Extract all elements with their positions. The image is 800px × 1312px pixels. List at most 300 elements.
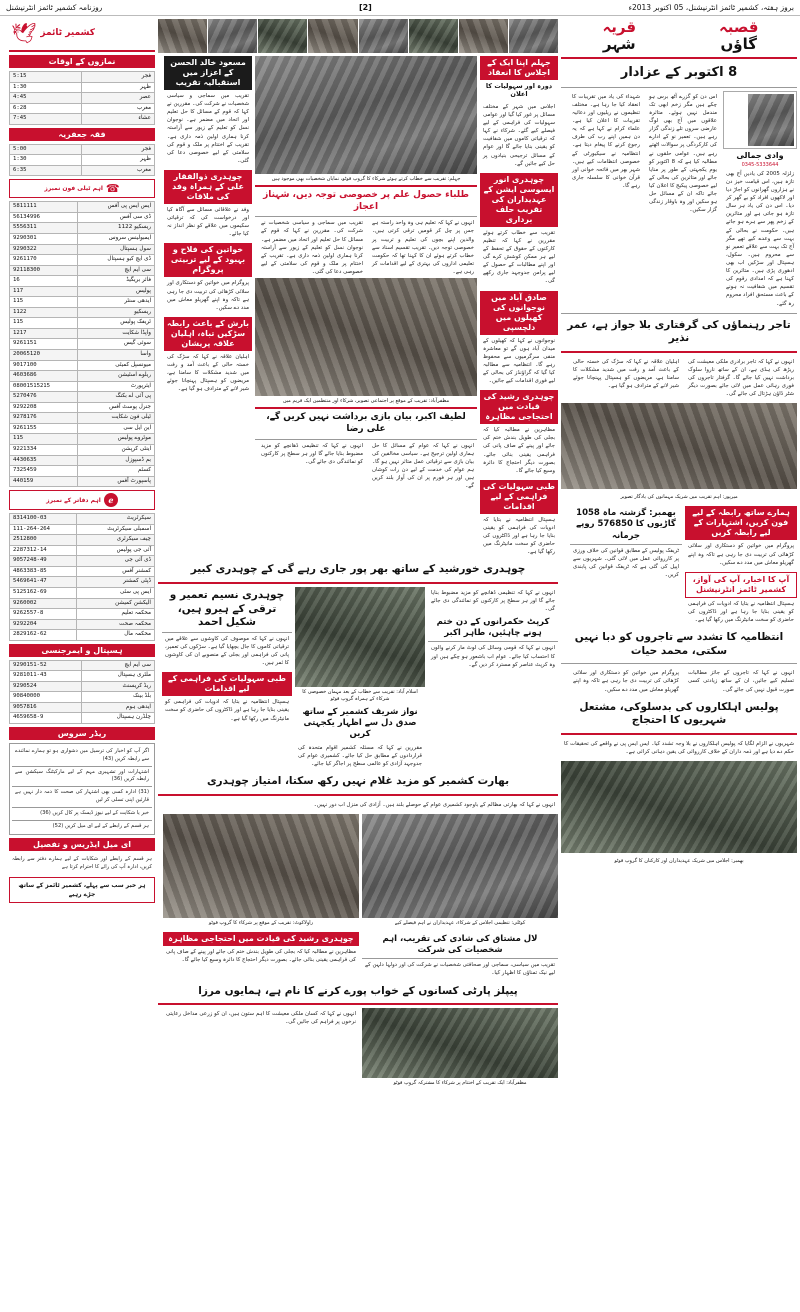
banner-word-3: شہر — [602, 35, 636, 54]
phone2-label: ایس پی سٹی — [77, 587, 155, 598]
photo-left-2 — [561, 761, 797, 853]
reader-item-4: خبر یا شکایت کے لیے نیوز ڈیسک پر کال کریں (36) — [40, 809, 149, 816]
phone-value: 08001515215 — [10, 381, 78, 392]
admin-divider — [561, 663, 797, 664]
ad-text-2: ہسپتال انتظامیہ نے بتایا کہ ادویات کی فراہمی کو یقینی بنایا جا رہا ہے اور ڈاکٹروں کی حاضری کو سخت مانیٹرنگ میں رکھا گیا ہے۔ — [688, 600, 794, 623]
email-lines: ہر قسم کے رابطے اور شکایات کے لیے ہمارے دفتر سے رابطہ کریں، ادارہ آپ کی رائے کا احترام کرتا ہے — [12, 856, 152, 871]
phone-label: ڈی سی آفس — [77, 212, 155, 223]
phone-label: میونسپل کمیٹی — [77, 360, 155, 371]
phone-value: 16 — [10, 276, 78, 287]
headline-corrupt: کرپٹ حکمرانوں کے دن ختم ہونے چاہئیں، طاہر اکبر — [436, 617, 550, 639]
reader-service-header: ریڈر سروس — [9, 727, 155, 740]
prayer-times-header: نمازوں کے اوقات — [9, 55, 155, 68]
phone-value: 9261170 — [10, 255, 78, 266]
table-row — [10, 360, 155, 371]
mushtaq-text: تقریب میں سیاسی، سماجی اور صحافتی شخصیات نے شرکت کی اور دولہا دلہن کے لیے نیک تمناؤں کا اظہار کیا۔ — [365, 962, 555, 977]
table-row — [10, 212, 155, 223]
author-contact: 0345-5333644 — [741, 161, 779, 168]
story-chaudhry-protest-text-2: مظاہرین نے مطالبہ کیا کہ بجلی کی طویل بندش ختم کی جائے اور پینے کے صاف پانی کی فراہمی یقینی بنائی جائے۔ بصورت دیگر احتجاج کا دائرہ وسیع کیا جائے گا۔ — [166, 949, 356, 964]
phone3-label: چلڈرن ہسپتال — [82, 713, 155, 724]
bharat-rule — [158, 794, 558, 796]
table-row — [10, 619, 155, 630]
center-col-a — [480, 56, 558, 558]
phone2-label: محکمہ تعلیم — [77, 609, 155, 620]
prayer-value: 5:15 — [10, 72, 82, 83]
caption-center-4: کوٹلی: تنظیمی اجلاس کے شرکاء، عہدیداران نے اہم فیصلے کیے — [394, 920, 526, 927]
emergency-phone-header — [9, 179, 155, 198]
center-rule-3 — [158, 582, 558, 584]
table-row — [10, 402, 155, 413]
story-women-header: خواتین کی فلاح و بہبود کے لیے تربیتی پروگرام — [164, 243, 252, 277]
story-ch-zulfiqar-text: وفد نے علاقائی مسائل سے آگاہ کیا اور درخواست کی کہ ترقیاتی سکیموں میں علاقے کو نظر انداز نہ کیا جائے۔ — [167, 206, 249, 238]
office-phone-table — [9, 513, 155, 641]
admin-block — [561, 667, 797, 695]
tajir-text: انہوں نے کہا کہ تاجر برادری ملکی معیشت کی ریڑھ کی ہڈی ہے، ان کے ساتھ ناروا سلوک برداشت نہیں کیا جائے گا۔ گرفتار تاجروں کی فوری رہائی عمل میں لائی جائے بصورت دیگر شٹر ڈاؤن ہڑتال کی جائے گی۔ — [688, 358, 794, 398]
story-chaudhry-protest-text: مظاہرین نے مطالبہ کیا کہ بجلی کی طویل بندش ختم کی جائے اور پینے کے صاف پانی کی فراہمی یقینی بنائی جائے۔ بصورت دیگر احتجاج کا دائرہ وسیع کیا جائے گا۔ — [483, 427, 555, 474]
center-zone — [158, 19, 558, 1089]
table-row — [10, 223, 155, 234]
table-row — [10, 276, 155, 287]
phone-label: پولیس — [77, 286, 155, 297]
pp-rule — [158, 1003, 558, 1005]
center-col-c — [164, 56, 252, 558]
phone2-value: 2287312-14 — [10, 545, 77, 556]
masthead — [0, 0, 800, 16]
phone-value: 117 — [10, 286, 78, 297]
logo-block — [9, 19, 155, 47]
phone-label: ریسکیو — [77, 307, 155, 318]
story-masood-header: مسعود خالد الحسن کے اعزاز میں استقبالیہ تقریب — [164, 56, 252, 90]
phone-value: 9290322 — [10, 244, 78, 255]
left-mid-row — [561, 506, 797, 626]
phone3-value: 9281011-43 — [10, 671, 82, 682]
phone-label: کسٹم — [77, 466, 155, 477]
phone3-value: 9057816 — [10, 702, 82, 713]
phone-value: 9261151 — [10, 339, 78, 350]
headline-education: طلباء حصول علم پر خصوصی توجہ دیں، شہناز اعجاز — [263, 190, 469, 212]
table-row — [10, 93, 155, 104]
table-row — [10, 286, 155, 297]
story-travel-header: جہلم اپنا ایک کے اجلاس کا انعقاد — [480, 56, 558, 80]
table-row — [10, 297, 155, 308]
story-health-text-2: ہسپتال انتظامیہ نے بتایا کہ ادویات کی فراہمی کو یقینی بنایا جا رہا ہے اور ڈاکٹروں کی حاضری کو سخت مانیٹرنگ میں رکھا گیا ہے۔ — [165, 699, 289, 722]
tajir-block — [561, 356, 797, 401]
nawaz-text: مقررین نے کہا کہ مسئلہ کشمیر اقوام متحدہ کی قراردادوں کے مطابق حل کیا جائے۔ کشمیری عوام کی جدوجہد آزادی کو عالمی سطح پر اجاگر کیا جائے۔ — [298, 745, 422, 768]
caption-center-6: مظفرآباد: ایک تقریب کے اختتام پر شرکاء کا مشترکہ گروپ فوٹو — [393, 1080, 527, 1087]
phone-label: پاسپورٹ آفس — [77, 476, 155, 487]
phone-label: سوئی گیس — [77, 339, 155, 350]
phone2-value: 2829162-62 — [10, 630, 77, 641]
phone-label: ایدھی سنٹر — [77, 297, 155, 308]
fiqh-label: ظہر — [81, 155, 155, 166]
table-row — [10, 598, 155, 609]
center-bottom-row — [158, 814, 558, 929]
table-row — [10, 671, 155, 682]
phone2-label: آئی جی پولیس — [77, 545, 155, 556]
table-row — [10, 413, 155, 424]
banner-rule — [561, 57, 797, 59]
table-row — [10, 681, 155, 692]
ad-text-1: پروگرام میں خواتین کو دستکاری اور سلائی کڑھائی کی تربیت دی جا رہی ہے تاکہ وہ اپنے گھریلو معاش میں مدد دے سکیں۔ — [688, 543, 794, 566]
table-row — [10, 155, 155, 166]
phone3-value: 4659658-9 — [10, 713, 82, 724]
author-name: وادی جمالی — [736, 150, 784, 160]
tajir-rule — [561, 351, 797, 353]
table-row — [10, 339, 155, 350]
story-ch-anwar-header: چوہدری انور ایسوسی ایشن کے عہدیداران کی تقریب حلف برداری — [480, 173, 558, 227]
phone2-value: 9057248-49 — [10, 556, 77, 567]
fiqh-value: 6:35 — [10, 165, 82, 176]
phone2-label: کمشنر آفس — [77, 566, 155, 577]
table-row — [10, 202, 155, 213]
phone-label: جنرل پوسٹ آفس — [77, 402, 155, 413]
education-text-b: تقریب میں سماجی و سیاسی شخصیات نے شرکت کی۔ مقررین نے کہا کہ قوم کے مسائل کا حل تعلیم اور اتحاد میں مضمر ہے۔ نوجوان نسل کو تعلیم کے زیور سے آراستہ کرنا ہماری اولین ذمہ داری ہے۔ تقریب کے اختتام پر ملک و قوم کی سلامتی کے لیے خصوصی دعا کی گئی۔ — [261, 220, 363, 276]
phone-value: 4603686 — [10, 371, 78, 382]
strip-photo-7 — [208, 19, 257, 53]
page-body — [0, 16, 800, 1312]
phone-label: واپڈا شکایت — [77, 328, 155, 339]
pp-text: انہوں نے کہا کہ کسان ملکی معیشت کا اہم ستون ہیں، ان کو زرعی مداخل رعایتی نرخوں پر فراہم کی جائیں گی۔ — [166, 1011, 356, 1026]
bhimber-text: ٹریفک پولیس کے مطابق قوانین کی خلاف ورزی پر کارروائی عمل میں لائی گئی۔ شہریوں سے اپیل کی گئی ہے کہ ٹریفک قوانین کی پابندی کریں۔ — [573, 547, 679, 578]
education-cols — [255, 217, 477, 278]
caption-left-2: بھمبر: اجلاس میں شریک عہدیداران اور کارکنان کا گروپ فوٹو — [614, 858, 744, 865]
table-row — [10, 566, 155, 577]
phone2-value: 5469641-47 — [10, 577, 77, 588]
education-text-a: انہوں نے کہا کہ تعلیم ہی وہ واحد راستہ ہے جس پر چل کر قومیں ترقی کرتی ہیں۔ والدین اپنے بچوں کی تعلیم و تربیت پر خصوصی توجہ دیں۔ تقریب تقسیم اسناد سے خطاب کرتے ہوئے ان کا کہنا تھا کہ حکومت تعلیمی اداروں کی بہتری کے لیے اقدامات کر رہی ہے۔ — [372, 220, 474, 276]
phone3-value: 9290151-52 — [10, 660, 82, 671]
latif-cols — [255, 440, 477, 493]
table-row — [10, 713, 155, 724]
police-rule — [561, 733, 797, 735]
caption-center-3: اسلام آباد: تقریب سے خطاب کے بعد مہمان خصوصی کا شرکاء کے ہمراہ گروپ فوٹو — [302, 689, 418, 703]
phone2-label: اسمبلی سیکرٹریٹ — [77, 524, 155, 535]
phone-label: ایس ایس پی آفس — [77, 202, 155, 213]
hospital-phone-header: ہسپتال و ایمرجنسی — [9, 644, 155, 657]
table-row — [10, 328, 155, 339]
phone-label: ڈی ایچ کیو ہسپتال — [77, 255, 155, 266]
right-rail — [9, 19, 155, 903]
phone-value: 7325459 — [10, 466, 78, 477]
prayer-label: فجر — [81, 72, 155, 83]
phone-label: بم ڈسپوزل — [77, 455, 155, 466]
story-travel-text: اجلاس میں شہر کے مختلف مسائل پر غور کیا گیا اور عوامی سہولیات کی فراہمی کے لیے فیصلے کیے گئے۔ شرکاء نے کہا کہ ترقیاتی کاموں میں شفافیت کو یقینی بنایا جائے گا اور عوام کے مسائل ترجیحی بنیادوں پر حل کیے جائیں گے۔ — [483, 103, 555, 167]
prayer-label: ظہر — [81, 82, 155, 93]
prayer-value: 7:45 — [10, 114, 82, 125]
table-row — [10, 577, 155, 588]
prayer-times-table — [9, 71, 155, 125]
phone2-value: 5125162-69 — [10, 587, 77, 598]
fiqh-value: 5:00 — [10, 144, 82, 155]
admin-text: انہوں نے کہا کہ تاجروں کے جائز مطالبات تسلیم کیے جائیں، ان کے ساتھ زیادتی کسی صورت قبول نہیں کی جائے گی۔ — [688, 670, 794, 693]
phone-value: 9290301 — [10, 234, 78, 245]
phone2-label: ڈپٹی کمشنر — [77, 577, 155, 588]
headline-chaudhry: چوہدری خورشید کے ساتھ بھر پور جاری رہے گی کے چوہدری کبیر — [190, 563, 526, 576]
masthead-title: روزنامہ کشمیر ٹائمز انٹرنیشنل — [6, 3, 103, 12]
reader-item-2: اشتہارات اور تشہیری مہم کے لیے مارکیٹنگ سیکشن سے رابطہ کریں (36) — [15, 768, 149, 783]
phone2-value: 4863383-85 — [10, 566, 77, 577]
headline-tajir: تاجر رہنماؤں کی گرفتاری بلا جواز ہے، عمر نذیر — [567, 318, 791, 345]
headline-admin: انتظامیہ کا تشدد سے تاجروں کو دبا نہیں سکتی، محمد حیات — [574, 631, 784, 657]
fiqh-header: فقہ جعفریہ — [9, 128, 155, 141]
phone-value: 1217 — [10, 328, 78, 339]
story-masood-text: تقریب میں سماجی و سیاسی شخصیات نے شرکت کی۔ مقررین نے کہا کہ قوم کے مسائل کا حل تعلیم اور اتحاد میں مضمر ہے۔ نوجوان نسل کو تعلیم کے زیور سے آراستہ کرنا ہماری اولین ذمہ داری ہے۔ تقریب کے اختتام پر ملک و قوم کی سلامتی کے لیے خصوصی دعا کی گئی۔ — [167, 93, 249, 164]
phone-value: 5811111 — [10, 202, 78, 213]
reader-service-box — [9, 743, 155, 835]
table-row — [10, 609, 155, 620]
story-women-text-2: پروگرام میں خواتین کو دستکاری اور سلائی کڑھائی کی تربیت دی جا رہی ہے تاکہ وہ اپنے گھریلو معاش میں مدد دے سکیں۔ — [167, 280, 249, 311]
office-phone-title: اہم دفاتر کے نمبرز — [46, 496, 101, 504]
logo-title: کشمیر ٹائمز — [40, 28, 95, 38]
photo-center-5 — [163, 814, 359, 918]
phone-label: ریلوے اسٹیشن — [77, 371, 155, 382]
table-row — [10, 466, 155, 477]
ad-header-1: ہمارے ساتھ رابطہ کے لیے فون کریں، اشتہارات کے لیے رابطہ کریں — [685, 506, 797, 540]
table-row — [10, 702, 155, 713]
lead-divider — [561, 87, 797, 88]
table-row — [10, 82, 155, 93]
story-travel-sub: دورہ اور سہولیات کا اعلان — [485, 82, 553, 99]
lead-headline: 8 اکتوبر کے عزادار — [620, 64, 738, 80]
page-number: [2] — [358, 3, 372, 12]
phone-value: 92118300 — [10, 265, 78, 276]
phone-value: 9017100 — [10, 360, 78, 371]
phone-label: ایمبولینس سروس — [77, 234, 155, 245]
strip-photo-4 — [359, 19, 408, 53]
office-phone-header — [9, 490, 155, 510]
fiqh-label: فجر — [81, 144, 155, 155]
phone-value: 115 — [10, 434, 78, 445]
phone2-value: 9262557-8 — [10, 609, 77, 620]
phone3-label: ریڈ کریسنٹ — [82, 681, 155, 692]
table-row — [10, 444, 155, 455]
headline-nawaz: نواز شریف کشمیر کے ساتھ صدق دل سے اظہار یکجہتی کریں — [302, 707, 418, 740]
left-divider-1 — [561, 313, 797, 314]
phone-label: فائر بریگیڈ — [77, 276, 155, 287]
phone-label: ایئرپورٹ — [77, 381, 155, 392]
headline-latif: لطیف اکبر، بیان بازی برداشت نہیں کریں گے، علی رضا — [266, 412, 466, 434]
strip-photo-5 — [308, 19, 357, 53]
table-row — [10, 103, 155, 114]
table-row — [10, 556, 155, 567]
section-banner — [561, 19, 797, 54]
prayer-value: 1:30 — [10, 82, 82, 93]
lead-story — [561, 91, 797, 310]
phone-value: 5556311 — [10, 223, 78, 234]
story-ch-anwar-text: تقریب سے خطاب کرتے ہوئے مقررین نے کہا کہ تنظیم کارکنوں کے حقوق کے تحفظ کے لیے ہر ممکن کوشش کرے گی اور اپنے مطالبات کے حصول کے لیے پرامن جدوجہد جاری رکھے گی۔ — [483, 229, 555, 285]
phone-value: 9261155 — [10, 423, 78, 434]
story-village-road-header: بارش کے باعث رابطہ سڑکیں تباہ، اہلیان علاقہ پریشان — [164, 317, 252, 351]
story-chaudhry-protest-header: چوہدری رشید کی قیادت میں احتجاجی مظاہرہ — [480, 390, 558, 424]
phone-label: این ایل سی — [77, 423, 155, 434]
phone-value: 440159 — [10, 476, 78, 487]
phone-label: اینٹی کرپشن — [77, 444, 155, 455]
phone-label: واسا — [77, 350, 155, 361]
table-row — [10, 72, 155, 83]
strip-photo-2 — [459, 19, 508, 53]
headline-pp: پیپلز پارٹی کسانوں کے خواب پورے کرنے کا نام ہے، ہمایوں مرزا — [198, 984, 518, 997]
phone-label: سول ہسپتال — [77, 244, 155, 255]
photo-center-2 — [255, 278, 477, 396]
lead-col-1: زلزلہ 2005 کی یادیں آج بھی تازہ ہیں، اس قیامت خیز دن نے ہزاروں گھرانوں کو اجاڑ دیا اور لاکھوں افراد کو بے گھر کر دیا۔ اس دن کی یاد ہر سال تازہ ہو جاتی ہے اور متاثرین کے زخم پھر سے ہرے ہو جاتے ہیں۔ حکومت نے بحالی کے بہت سے وعدے کیے تھے مگر آج تک بہت سے علاقے تعمیر نو سے محروم ہیں۔ سکول، ہسپتال اور سڑکیں اب بھی ادھوری پڑی ہیں۔ متاثرین کا کہنا ہے کہ امدادی رقوم کی تقسیم میں شفافیت نہ ہونے کے باعث مستحق افراد محروم رہ گئے۔ — [726, 170, 794, 307]
story-sadiq-header: صادق آباد میں نوجوانوں کی کھیلوں میں دلچسپی — [480, 291, 558, 335]
table-row — [10, 455, 155, 466]
table-row — [10, 587, 155, 598]
story-health-header: طبی سہولیات کی فراہمی کے لیے اقدامات — [480, 480, 558, 514]
table-row — [10, 535, 155, 546]
phone-value: 9292208 — [10, 402, 78, 413]
headline-police: پولیس اہلکاروں کی بدسلوکی، مشتعل شہریوں کا احتجاج — [579, 700, 779, 727]
story-health-text: ہسپتال انتظامیہ نے بتایا کہ ادویات کی فراہمی کو یقینی بنایا جا رہا ہے اور ڈاکٹروں کی حاضری کو سخت مانیٹرنگ میں رکھا گیا ہے۔ — [483, 516, 555, 556]
table-row — [10, 381, 155, 392]
table-row — [10, 244, 155, 255]
rail-ad: ہر خبر سب سے پہلے، کشمیر ٹائمز کے ساتھ جڑے رہیے — [9, 877, 155, 903]
pp-row — [158, 1008, 558, 1089]
center-top-row — [158, 56, 558, 558]
strip-photo-1 — [509, 19, 558, 53]
story-health-header-2: طبی سہولیات کی فراہمی کے لیے اقدامات — [162, 672, 292, 696]
story-village-road-text: اہلیان علاقہ نے کہا کہ سڑک کی خستہ حالی کے باعث آمد و رفت میں شدید مشکلات کا سامنا ہے، مریضوں کو ہسپتال پہنچانا جوئے شیر لانے کے مترادف ہو گیا ہے۔ — [573, 358, 679, 390]
table-row — [10, 165, 155, 176]
photo-center-3 — [295, 587, 425, 687]
phone3-label: سی ایم ایچ — [82, 660, 155, 671]
center-col-b — [255, 56, 477, 558]
table-row — [10, 114, 155, 125]
table-row — [10, 514, 155, 525]
left-zone — [561, 19, 797, 867]
phone2-label: محکمہ مال — [77, 630, 155, 641]
table-row — [10, 307, 155, 318]
table-row — [10, 350, 155, 361]
table-row — [10, 144, 155, 155]
phone-icon: ☎ — [105, 182, 120, 196]
fiqh-label: مغرب — [81, 165, 155, 176]
table-row — [10, 423, 155, 434]
fiqh-table — [9, 144, 155, 177]
phone-label: پی آئی اے بکنگ — [77, 392, 155, 403]
office-icon: ℯ — [104, 493, 118, 507]
banner-word-5: گاؤں — [720, 35, 757, 54]
caption-center-2: مظفرآباد: تقریب کے موقع پر اجتماعی تصویر، شرکاء اور منتظمین ایک فریم میں — [282, 398, 450, 405]
caption-center-5: راولاکوٹ: تقریب کے موقع پر شرکاء کا گروپ فوٹو — [208, 920, 314, 927]
police-text: شہریوں نے الزام لگایا کہ پولیس اہلکاروں نے بلا وجہ تشدد کیا۔ ایس ایس پی نے واقعے کی تحقیقات کا حکم دے دیا ہے اور ذمہ داران کے خلاف کارروائی کی یقین دہانی کرائی ہے۔ — [564, 740, 794, 756]
table-row — [10, 392, 155, 403]
ad-header-2: آپ کا اخبار، آپ کی آواز، کشمیر ٹائمز انٹرنیشنل — [685, 572, 797, 598]
prayer-label: عشاء — [81, 114, 155, 125]
center-last-row — [158, 932, 558, 979]
bharat-text: انہوں نے کہا کہ بھارتی مظالم کے باوجود کشمیری عوام کے حوصلے بلند ہیں۔ آزادی کی منزل اب دور نہیں۔ — [313, 802, 555, 809]
phone3-label: ملٹری ہسپتال — [82, 671, 155, 682]
latif-text-b: انہوں نے کہا کہ تنظیمی ڈھانچے کو مزید مضبوط بنایا جائے گا اور ہر سطح پر کارکنوں کو نمائندگی دی جائے گی۔ — [261, 442, 363, 465]
phone-value: 9278176 — [10, 413, 78, 424]
prayer-value: 6:28 — [10, 103, 82, 114]
chaudhry-text: انہوں نے کہا کہ تنظیمی ڈھانچے کو مزید مضبوط بنایا جائے گا اور ہر سطح پر کارکنوں کو نمائندگی دی جائے گی۔ — [431, 590, 555, 613]
table-row — [10, 434, 155, 445]
phone2-label: سیکرٹریٹ — [77, 514, 155, 525]
table-row — [10, 265, 155, 276]
phone2-value: 111-264-264 — [10, 524, 77, 535]
prayer-label: عصر — [81, 93, 155, 104]
table-row — [10, 476, 155, 487]
photo-center-1 — [255, 56, 477, 174]
story-women-text: پروگرام میں خواتین کو دستکاری اور سلائی کڑھائی کی تربیت دی جا رہی ہے تاکہ وہ اپنے گھریلو معاش میں مدد دے سکیں۔ — [573, 670, 679, 693]
headline-tameer: چوہدری نسیم تعمیر و ترقی کے ہیرو ہیں، شکیل احمد — [169, 589, 285, 629]
phone-value: 4430635 — [10, 455, 78, 466]
phone-value: 56134996 — [10, 212, 78, 223]
phone2-value: 8314100-03 — [10, 514, 77, 525]
phone3-value: 9290524 — [10, 681, 82, 692]
phone-label: سی ایم ایچ — [77, 265, 155, 276]
phone2-label: الیکشن کمیشن — [77, 598, 155, 609]
fiqh-value: 1:30 — [10, 155, 82, 166]
phone3-label: ایدھی ہوم — [82, 702, 155, 713]
phone-value: 20065120 — [10, 350, 78, 361]
top-photo-strip — [158, 19, 558, 53]
author-photo — [748, 94, 794, 146]
phone2-value: 9292204 — [10, 619, 77, 630]
caption-center-1: جہلم: تقریب سے خطاب کرتے ہوئے شرکاء کا گروپ فوٹو، نمایاں شخصیات بھی موجود ہیں — [271, 176, 461, 182]
author-plate — [723, 91, 797, 149]
caption-left-1: میرپور: اہم تقریب میں شریک مہمانوں کی یادگار تصویر — [620, 494, 738, 501]
phone3-value: 90840000 — [10, 692, 82, 703]
story-sadiq-text: نوجوانوں نے کہا کہ کھیلوں کے میدان آباد ہوں گے تو معاشرہ منفی سرگرمیوں سے محفوظ رہے گا۔ انتظامیہ سے مطالبہ کیا گیا کہ گراؤنڈز کی بحالی کے لیے فوری اقدامات کیے جائیں۔ — [483, 337, 555, 385]
logo-rule — [9, 50, 155, 52]
photo-center-6 — [362, 1008, 558, 1078]
headline-bharat: بھارت کشمیر کو مزید غلام نہیں رکھ سکتا، امتیاز چوہدری — [206, 775, 510, 788]
latif-text-a: انہوں نے کہا کہ عوام کے مسائل کا حل ہماری اولین ترجیح ہے۔ سیاسی مخالفین کی بیان بازی سے ترقیاتی عمل متاثر نہیں ہو گا۔ ہم عوام کی خدمت کے لیے دن رات کوشاں ہیں اور ہر فورم پر ان کی آواز بلند کریں گے۔ — [372, 442, 474, 490]
hospital-phone-table — [9, 660, 155, 724]
table-row — [10, 545, 155, 556]
lead-col-2: اس دن کو گزرے آٹھ برس ہو چکے ہیں مگر زخم ابھی تک مندمل نہیں ہوئے۔ متاثرہ علاقوں میں آج بھی لوگ عارضی سروں تلے زندگی گزار رہے ہیں۔ تعمیر نو کے ادارے کی کارکردگی پر سوالات اٹھتے رہے ہیں۔ عوامی حلقوں نے مطالبہ کیا ہے کہ 8 اکتوبر کو یوم یکجہتی کے طور پر منایا جائے اور متاثرین کی بحالی کے لیے خصوصی پیکیج کا اعلان کیا جائے تاکہ ان کے مسائل حل ہو سکیں اور وہ باوقار زندگی گزار سکیں۔ — [648, 93, 717, 214]
story-chaudhry-protest-header-2: چوہدری رشید کی قیادت میں احتجاجی مظاہرہ — [163, 932, 359, 946]
headline-bhimber: بھمبر: گزشتہ ماہ 1058 گاڑیوں کا 576850 روپے جرمانہ — [576, 508, 676, 541]
emergency-phone-title: اہم ٹیلی فون نمبرز — [44, 185, 103, 193]
strip-photo-6 — [258, 19, 307, 53]
phone-label: موٹروے پولیس — [77, 434, 155, 445]
emergency-phone-table — [9, 201, 155, 487]
lead-col-3: شہداء کی یاد میں تقریبات کا انعقاد کیا جا رہا ہے۔ مختلف تنظیموں نے ریلیوں اور دعائیہ تقریبات کا اعلان کیا ہے۔ علماء کرام نے کہا ہے کہ یہ دن ہمیں اپنے رب کی طرف رجوع کرنے کا پیغام دیتا ہے۔ انتظامیہ نے سیکیورٹی کے خصوصی انتظامات کیے ہیں۔ شہر بھر میں فاتحہ خوانی اور قرآن خوانی کا سلسلہ جاری رہے گا۔ — [572, 93, 640, 189]
phone-label: ٹریفک پولیس — [77, 318, 155, 329]
phone2-label: چیف سیکرٹری — [77, 535, 155, 546]
headline-mushtaq: لال مشتاق کی شادی کی تقریب، اہم شخصیات کی شرکت — [382, 934, 538, 956]
table-row — [10, 524, 155, 535]
phone-label: ریسکیو 1122 — [77, 223, 155, 234]
story-village-road-text-2: اہلیان علاقہ نے کہا کہ سڑک کی خستہ حالی کے باعث آمد و رفت میں شدید مشکلات کا سامنا ہے، مریضوں کو ہسپتال پہنچانا جوئے شیر لانے کے مترادف ہو گیا ہے۔ — [167, 353, 249, 393]
table-row — [10, 660, 155, 671]
strip-photo-3 — [409, 19, 458, 53]
table-row — [10, 255, 155, 266]
reader-item-3: (31) ادارہ کسی بھی اشتہار کی صحت کا ذمہ دار نہیں ہے قارئین اپنی تسلی کر لیں — [15, 789, 149, 803]
prayer-value: 4:45 — [10, 93, 82, 104]
photo-left-1 — [561, 403, 797, 489]
phone3-label: بلڈ بینک — [82, 692, 155, 703]
phone-value: 1122 — [10, 307, 78, 318]
strip-photo-8 — [158, 19, 207, 53]
table-row — [10, 692, 155, 703]
dove-icon: 🕊 — [11, 21, 37, 45]
phone-value: 5270476 — [10, 392, 78, 403]
banner-word-1: قصبہ — [718, 18, 759, 36]
phone-value: 9221334 — [10, 444, 78, 455]
email-header: ای میل ایڈریس و تفصیل — [9, 838, 155, 851]
phone2-value: 9260002 — [10, 598, 77, 609]
table-row — [10, 234, 155, 245]
phone2-label: محکمہ صحت — [77, 619, 155, 630]
tameer-text: انہوں نے کہا کہ موصوف کی کاوشوں سے علاقے میں ترقیاتی کاموں کا جال بچھایا گیا ہے۔ سڑکوں کی تعمیر، پانی کی فراہمی اور بجلی کے منصوبے ان کی کاوشوں کا ثمر ہیں۔ — [165, 635, 289, 667]
center-mid-row — [158, 587, 558, 770]
table-row — [10, 371, 155, 382]
table-row — [10, 318, 155, 329]
reader-item-5: ہر قسم کے رابطے کے لیے ای میل کریں (52) — [52, 822, 149, 829]
